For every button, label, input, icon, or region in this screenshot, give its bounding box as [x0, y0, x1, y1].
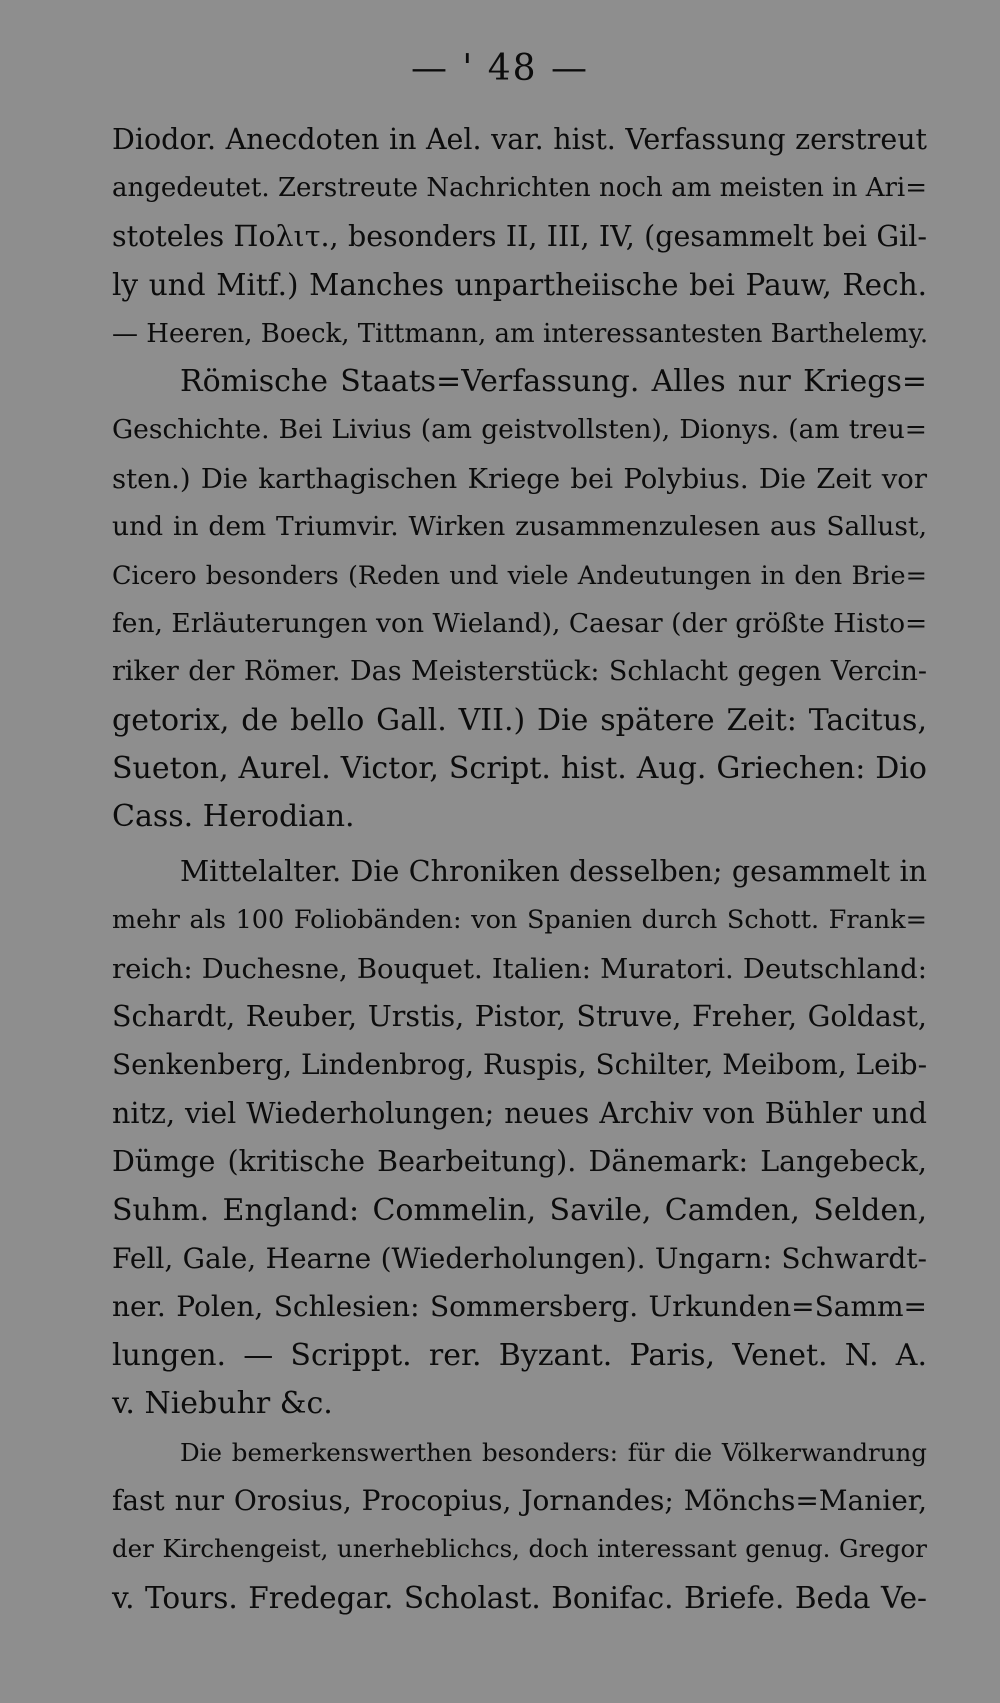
paragraph	[112, 116, 927, 358]
text-line: Mittelalter. Die Chroniken desselben; gesammelt in	[180, 854, 927, 888]
text-line: Geschichte. Bei Livius (am geistvollsten), Dionys. (am treu=	[112, 414, 927, 446]
text-line: Die bemerkenswerthen besonders: für die Völkerwandrung	[180, 1437, 927, 1467]
text-line: Schardt, Reuber, Urstis, Pistor, Struve, Freher, Goldast,	[112, 1000, 927, 1034]
paragraph	[112, 848, 927, 1429]
text-line: reich: Duchesne, Bouquet. Italien: Muratori. Deutschland:	[112, 952, 927, 985]
body-text	[112, 116, 927, 1622]
text-line: sten.) Die karthagischen Kriege bei Polybius. Die Zeit vor	[112, 462, 927, 495]
text-line: Dümge (kritische Bearbeitung). Dänemark: Langebeck,	[112, 1145, 927, 1179]
text-line: Cass. Herodian.	[112, 799, 355, 835]
text-line: getorix, de bello Gall. VII.) Die spätere Zeit: Tacitus,	[112, 702, 927, 738]
text-line: der Kirchengeist, unerheblichcs, doch interessant genug. Gregor	[112, 1534, 927, 1564]
text-line: lungen. — Scrippt. rer. Byzant. Paris, Venet. N. A.	[112, 1337, 927, 1373]
text-line: ner. Polen, Schlesien: Sommersberg. Urkunden=Samm=	[112, 1290, 927, 1324]
text-line: nitz, viel Wiederholungen; neues Archiv von Bühler und	[112, 1096, 927, 1130]
text-line: v. Niebuhr &c.	[112, 1386, 333, 1422]
text-line: — Heeren, Boeck, Tittmann, am interessantesten Barthelemy.	[112, 318, 929, 349]
paragraph	[112, 1429, 927, 1623]
text-line: fast nur Orosius, Procopius, Jornandes; Mönchs=Manier,	[112, 1483, 927, 1517]
paragraph	[112, 358, 927, 842]
text-line: Sueton, Aurel. Victor, Script. hist. Aug. Griechen: Dio	[112, 751, 927, 787]
text-line: riker der Römer. Das Meisterstück: Schlacht gegen Vercin-	[112, 656, 927, 688]
text-line: Cicero besonders (Reden und viele Andeutungen in den Brie=	[112, 560, 927, 591]
text-line: mehr als 100 Foliobänden: von Spanien durch Schott. Frank=	[112, 905, 927, 936]
text-line: ly und Mitf.) Manches unpartheiische bei Pauw, Rech.	[112, 268, 927, 303]
text-line: Römische Staats=Verfassung. Alles nur Kriegs=	[180, 363, 927, 399]
text-line: Diodor. Anecdoten in Ael. var. hist. Verfassung zerstreut	[112, 123, 927, 156]
text-line: v. Tours. Fredegar. Scholast. Bonifac. Briefe. Beda Ve-	[112, 1580, 927, 1615]
page-number: — ' 48 —	[410, 48, 590, 89]
text-line: fen, Erläuterungen von Wieland), Caesar (der größte Histo=	[112, 607, 928, 639]
text-line: angedeutet. Zerstreute Nachrichten noch am meisten in Ari=	[112, 173, 927, 204]
text-line: Senkenberg, Lindenbrog, Ruspis, Schilter, Meibom, Leib-	[112, 1048, 928, 1082]
text-line: Fell, Gale, Hearne (Wiederholungen). Ungarn: Schwardt-	[112, 1241, 927, 1275]
text-line: stoteles Πολιτ., besonders II, III, IV, (gesammelt bei Gil-	[112, 219, 927, 253]
text-line: und in dem Triumvir. Wirken zusammenzulesen aus Sallust,	[112, 511, 927, 543]
text-line: Suhm. England: Commelin, Savile, Camden, Selden,	[112, 1192, 927, 1228]
